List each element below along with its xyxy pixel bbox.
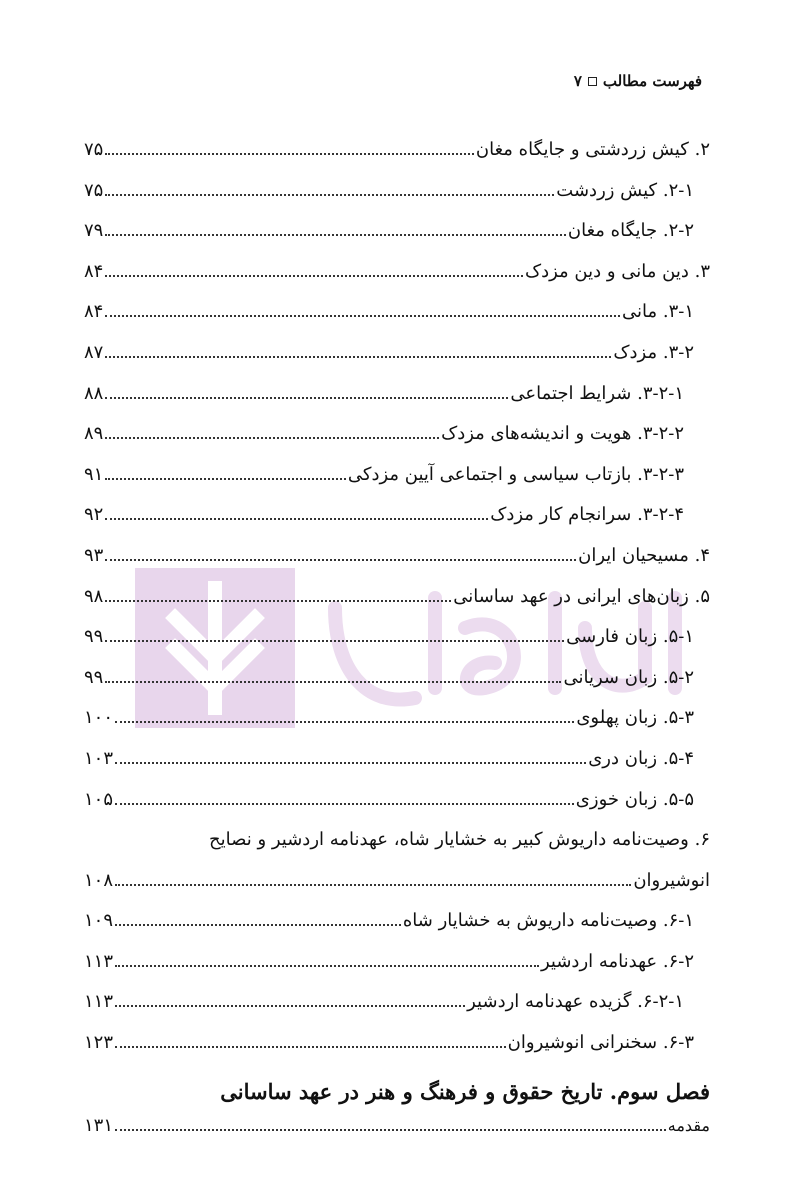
toc-entry-title-line2: انوشیروان (633, 869, 710, 891)
dot-leader (105, 194, 554, 196)
toc-entry-title: مقدمه (667, 1115, 710, 1135)
dot-leader (105, 600, 451, 602)
toc-entry-page: ۸۹ (84, 423, 104, 445)
dot-leader (105, 478, 346, 480)
toc-entry-title: ۲. کیش زردشتی و جایگاه مغان (475, 139, 710, 160)
dot-leader (105, 397, 508, 399)
toc-entry-wrapped (84, 820, 710, 861)
toc-entry-title: ۳-۲. مزدک (613, 341, 694, 363)
toc-entry-page: ۸۸ (84, 382, 104, 404)
dot-leader (105, 153, 474, 155)
toc-entry-page: ۸۴ (84, 260, 104, 282)
toc-entry (84, 211, 710, 252)
toc-entry-title: ۶-۳. سخنرانی انوشیروان (507, 1032, 694, 1054)
dot-leader (115, 803, 574, 805)
toc-entry-page: ۸۴ (84, 301, 104, 323)
toc-entry (84, 252, 710, 293)
toc-entry (84, 374, 710, 415)
dot-leader (115, 1005, 465, 1007)
toc-entry-page: ۱۰۰ (84, 707, 114, 729)
toc-entry-page: ۹۲ (84, 504, 104, 526)
toc-entry (84, 698, 710, 739)
toc-entry-title: ۳. دین مانی و دین مزدک (525, 260, 710, 282)
header-page-number: ۷ (573, 72, 582, 90)
toc-entry-page: ۱۰۸ (84, 869, 114, 891)
toc-entry-title: ۳-۲-۲. هویت و اندیشه‌های مزدک (441, 423, 684, 445)
toc-entry-page: ۷۵ (84, 179, 104, 201)
toc-entry (84, 536, 710, 577)
toc-entry-title: ۵-۱. زبان فارسی (566, 626, 694, 648)
toc-entry-title-line1: ۶. وصیت‌نامه داریوش کبیر به خشایار شاه، عهدنامه اردشیر و نصایح (208, 829, 710, 851)
toc-entry (84, 495, 710, 536)
toc-entry-page: ۸۷ (84, 341, 104, 363)
toc-entry (84, 414, 710, 455)
dot-leader (115, 762, 586, 764)
toc-entry-page: ۱۰۵ (84, 788, 114, 810)
toc-entry (84, 171, 710, 212)
toc-entry-page: ۹۱ (84, 463, 104, 485)
square-bullet-icon (588, 77, 597, 86)
toc-entry (84, 658, 710, 699)
toc-entry-title: ۶-۱. وصیت‌نامه داریوش به خشایار شاه (402, 910, 694, 932)
toc-entry-page: ۱۳۱ (84, 1114, 114, 1136)
chapter-heading: فصل سوم. تاریخ حقوق و فرهنگ و هنر در عهد ساسانی (220, 1078, 710, 1104)
dot-leader (115, 884, 631, 886)
toc-entry (84, 577, 710, 618)
toc-entry-page: ۷۵ (84, 139, 104, 160)
toc-entry (84, 1023, 710, 1064)
dot-leader (105, 315, 620, 317)
toc-entry-title: ۳-۲-۳. بازتاب سیاسی و اجتماعی آیین مزدکی (347, 463, 684, 485)
toc-entry (84, 780, 710, 821)
dot-leader (115, 1129, 666, 1131)
dot-leader (105, 275, 523, 277)
dot-leader (115, 1046, 506, 1048)
toc-entry-title: ۳-۲-۱. شرایط اجتماعی (510, 382, 684, 404)
toc-entry-title: ۵-۲. زبان سریانی (563, 666, 694, 688)
toc-entry-page: ۱۰۳ (84, 747, 114, 769)
toc-entry (84, 982, 710, 1023)
running-header (574, 72, 702, 90)
dot-leader (115, 924, 401, 926)
toc-entry (84, 942, 710, 983)
toc-entry-title: ۵-۵. زبان خوزی (575, 788, 694, 810)
toc-entry-title: ۵-۴. زبان دری (588, 747, 694, 769)
toc-entry-page: ۹۸ (84, 585, 104, 607)
toc-entry (84, 617, 710, 658)
toc-entry-title: ۲-۲. جایگاه مغان (567, 220, 694, 242)
toc-entry-page: ۹۹ (84, 626, 104, 648)
dot-leader (115, 965, 539, 967)
dot-leader (115, 721, 574, 723)
toc-entry-page: ۹۳ (84, 544, 104, 566)
toc-entry-title: ۳-۱. مانی (621, 301, 694, 323)
toc-entry-title: ۳-۲-۴. سرانجام کار مزدک (490, 504, 684, 526)
dot-leader (105, 437, 439, 439)
dot-leader (105, 681, 561, 683)
table-of-contents (84, 130, 710, 1142)
toc-entry-page: ۱۲۳ (84, 1032, 114, 1054)
toc-entry-title: ۲-۱. کیش زردشت (556, 179, 694, 201)
toc-entry-title: ۶-۲. عهدنامه اردشیر (540, 950, 694, 972)
toc-entry-page: ۹۹ (84, 666, 104, 688)
dot-leader (105, 356, 611, 358)
dot-leader (105, 559, 576, 561)
toc-entry (84, 292, 710, 333)
toc-entry-title: ۴. مسیحیان ایران (578, 544, 710, 566)
dot-leader (105, 518, 488, 520)
header-title: فهرست مطالب (602, 72, 702, 90)
toc-entry-page: ۷۹ (84, 220, 104, 242)
toc-entry-title: ۵-۳. زبان پهلوی (576, 707, 694, 729)
toc-entry-title: ۵. زبان‌های ایرانی در عهد ساسانی (453, 585, 710, 607)
toc-entry (84, 1106, 710, 1142)
toc-entry-title: ۶-۲-۱. گزیده عهدنامه اردشیر (467, 991, 684, 1013)
toc-entry (84, 739, 710, 780)
toc-entry (84, 861, 710, 902)
dot-leader (105, 640, 564, 642)
toc-entry (84, 901, 710, 942)
toc-entry-page: ۱۱۳ (84, 950, 114, 972)
toc-entry-page: ۱۰۹ (84, 910, 114, 932)
toc-entry (84, 333, 710, 374)
toc-entry (84, 455, 710, 496)
toc-entry (84, 130, 710, 171)
dot-leader (105, 234, 566, 236)
toc-entry-page: ۱۱۳ (84, 991, 114, 1013)
